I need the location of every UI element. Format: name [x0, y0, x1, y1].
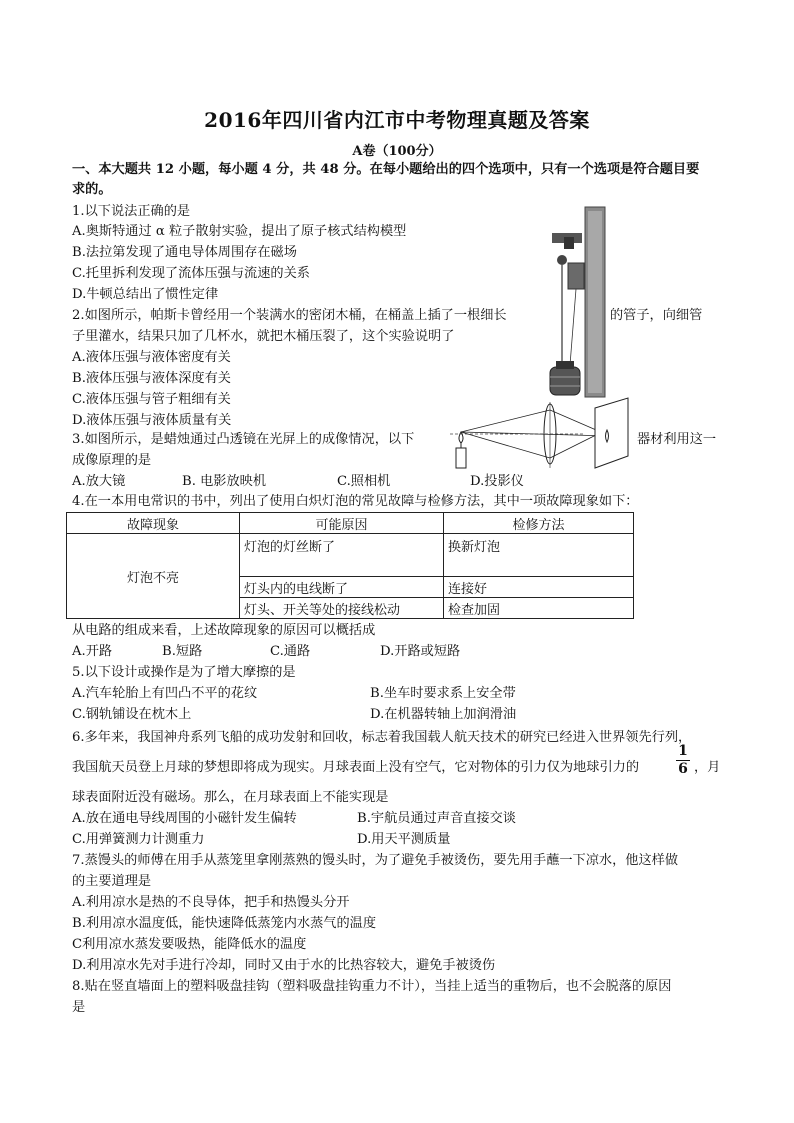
q2-stem-line1-end: 的管子，向细管 [610, 308, 703, 323]
q7-line1: 7.蒸馒头的师傅在用手从蒸笼里拿刚蒸熟的馒头时，为了避免手被烫伤，要先用手蘸一下凉水，他这样做 [72, 853, 679, 868]
fraction-one-sixth [676, 744, 690, 777]
q6-option-d: D.用天平测质量 [357, 832, 451, 847]
q3-option-a: A.放大镜 [72, 474, 126, 489]
q4-option-c: C.通路 [270, 644, 311, 659]
fraction-numerator: 1 [678, 743, 688, 759]
q3-option-b: B. 电影放映机 [182, 474, 267, 489]
q6-option-b: B.宇航员通过声音直接交谈 [357, 811, 516, 826]
q1-stem: 1.以下说法正确的是 [72, 204, 191, 219]
q1-option-b: B.法拉第发现了通电导体周围存在磁场 [72, 245, 297, 260]
q4-option-a: A.开路 [72, 644, 113, 659]
q5-stem: 5.以下设计或操作是为了增大摩擦的是 [72, 665, 296, 680]
q2-option-c: C.液体压强与管子粗细有关 [72, 392, 231, 407]
section-instruction-line2: 求的。 [72, 182, 112, 197]
q2-option-d: D.液体压强与液体质量有关 [72, 413, 232, 428]
table-cell: 连接好 [444, 577, 634, 598]
q4-followup: 从电路的组成来看，上述故障现象的原因可以概括成 [72, 623, 376, 638]
q2-stem-line1: 2.如图所示，帕斯卡曾经用一个装满水的密闭木桶，在桶盖上插了一根细长 [72, 308, 507, 323]
q2-stem-line2: 子里灌水，结果只加了几杯水，就把木桶压裂了，这个实验说明了 [72, 329, 455, 344]
table-cell: 换新灯泡 [444, 534, 634, 577]
q6-option-c: C.用弹簧测力计测重力 [72, 832, 205, 847]
q4-option-b: B.短路 [162, 644, 203, 659]
q2-option-b: B.液体压强与液体深度有关 [72, 371, 231, 386]
q7-option-c: C利用凉水蒸发要吸热，能降低水的温度 [72, 937, 307, 952]
table-header: 检修方法 [444, 513, 634, 534]
q7-option-d: D.利用凉水先对手进行冷却，同时又由于水的比热容较大，避免手被烫伤 [72, 958, 496, 973]
section-subtitle: A卷（100分） [352, 144, 442, 159]
q5-option-b: B.坐车时要求系上安全带 [370, 686, 516, 701]
q7-option-a: A.利用凉水是热的不良导体，把手和热馒头分开 [72, 895, 350, 910]
q4-stem: 4.在一本用电常识的书中，列出了使用白炽灯泡的常见故障与检修方法，其中一项故障现象如下： [72, 494, 639, 509]
fault-table [66, 512, 634, 619]
q2-option-a: A.液体压强与液体密度有关 [72, 350, 231, 365]
section-instruction-line1: 一、本大题共 12 小题，每小题 4 分，共 48 分。在每小题给出的四个选项中，只有一个选项是符合题目要 [72, 162, 700, 177]
table-cell: 灯头、开关等处的接线松动 [240, 598, 444, 619]
q3-option-c: C.照相机 [337, 474, 391, 489]
q6-option-a: A.放在通电导线周围的小磁针发生偏转 [72, 811, 297, 826]
q6-line2: 我国航天员登上月球的梦想即将成为现实。月球表面上没有空气，它对物体的引力仅为地球引力的 [72, 760, 640, 775]
q7-option-b: B.利用凉水温度低，能快速降低蒸笼内水蒸气的温度 [72, 916, 377, 931]
q8-line2: 是 [72, 1000, 86, 1015]
page-title: 2016年四川省内江市中考物理真题及答案 [204, 108, 590, 132]
q3-stem-line1: 3.如图所示，是蜡烛通过凸透镜在光屏上的成像情况，以下 [72, 432, 415, 447]
convex-lens-figure [450, 396, 630, 476]
table-cell-fault: 灯泡不亮 [67, 534, 240, 619]
table-cell: 灯头内的电线断了 [240, 577, 444, 598]
q6-line2-end: ，月 [694, 760, 721, 775]
table-header: 可能原因 [240, 513, 444, 534]
q1-option-c: C.托里拆利发现了流体压强与流速的关系 [72, 266, 310, 281]
table-cell: 检查加固 [444, 598, 634, 619]
pascal-barrel-figure [540, 205, 620, 400]
q5-option-a: A.汽车轮胎上有凹凸不平的花纹 [72, 686, 258, 701]
q5-option-d: D.在机器转轴上加润滑油 [370, 707, 517, 722]
q4-option-d: D.开路或短路 [380, 644, 461, 659]
q3-option-d: D.投影仪 [470, 474, 524, 489]
table-header: 故障现象 [67, 513, 240, 534]
q1-option-a: A.奥斯特通过 α 粒子散射实验，提出了原子核式结构模型 [72, 224, 407, 239]
q3-stem-line2: 成像原理的是 [72, 453, 152, 468]
q8-line1: 8.贴在竖直墙面上的塑料吸盘挂钩（塑料吸盘挂钩重力不计），当挂上适当的重物后，也不会脱落的原因 [72, 979, 672, 994]
table-cell: 灯泡的灯丝断了 [240, 534, 444, 577]
q7-line2: 的主要道理是 [72, 874, 152, 889]
q6-line1: 6.多年来，我国神舟系列飞船的成功发射和回收，标志着我国载人航天技术的研究已经进入世界领先行列， [72, 730, 692, 745]
q6-line3: 球表面附近没有磁场。那么，在月球表面上不能实现是 [72, 790, 389, 805]
q1-option-d: D.牛顿总结出了惯性定律 [72, 287, 219, 302]
q5-option-c: C.钢轨铺设在枕木上 [72, 707, 192, 722]
q3-stem-line1-end: 器材利用这一 [637, 432, 717, 447]
fraction-denominator: 6 [678, 761, 688, 777]
